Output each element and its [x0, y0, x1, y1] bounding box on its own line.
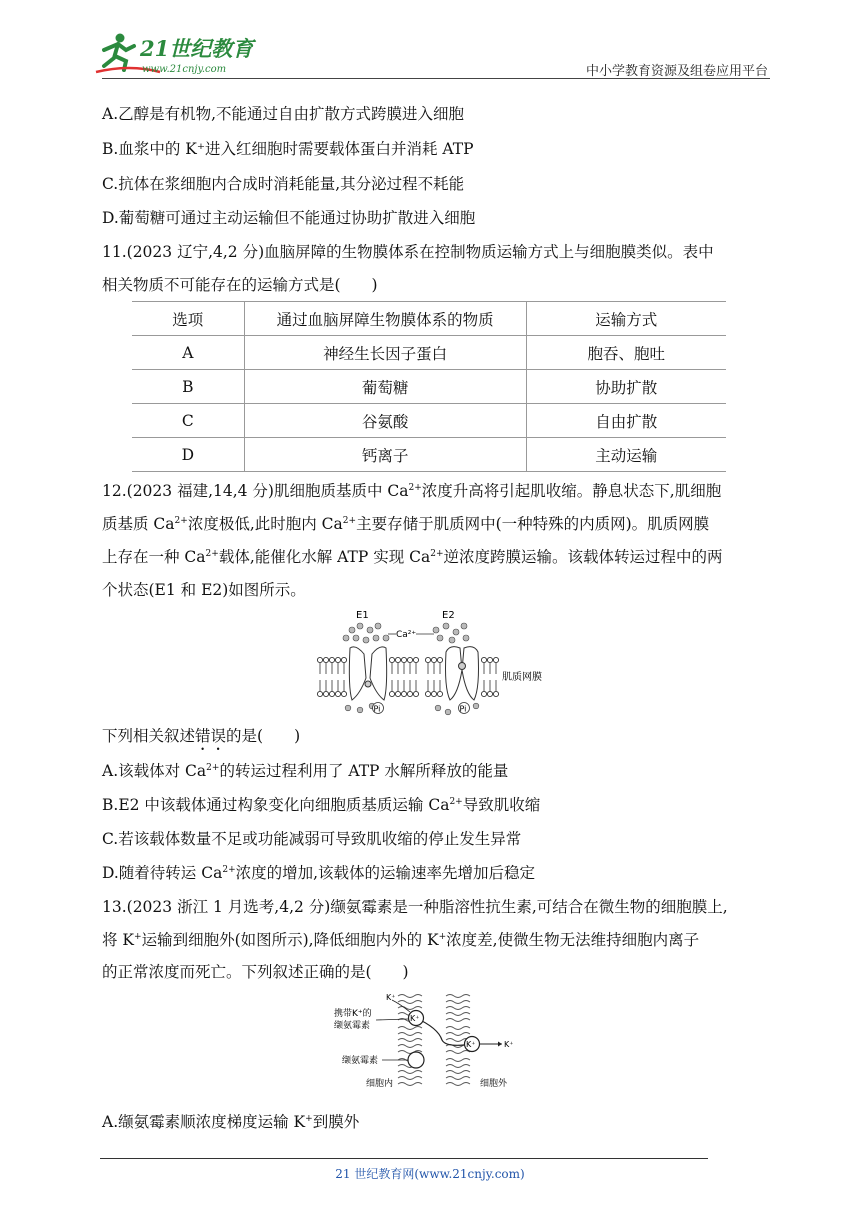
page-header: [90, 28, 770, 82]
q12-option-a: [102, 761, 508, 781]
label-pi: Pi: [373, 704, 381, 714]
label-valinomycin: 缬氨霉素: [342, 1056, 379, 1066]
text-segment: 将 K: [102, 931, 135, 949]
table-header: 通过血脑屏障生物膜体系的物质: [244, 302, 526, 336]
label-carry-line2: 缬氨霉素: [334, 1021, 371, 1031]
q12-stem-line1: [102, 481, 721, 501]
text-segment: B.E2 中该载体通过构象变化向细胞质基质运输 Ca: [102, 796, 450, 814]
label-e1: E1: [356, 610, 369, 621]
label-carry-line1: 携带K⁺的: [334, 1009, 372, 1019]
q12-option-d: [102, 863, 535, 883]
q13-stem-line1: 13.(2023 浙江 1 月选考,4,2 分)缬氨霉素是一种脂溶性抗生素,可结合在微生物的细胞膜上,: [102, 898, 728, 916]
q10-option-a: A.乙醇是有机物,不能通过自由扩散方式跨膜进入细胞: [102, 105, 465, 123]
superscript: 2+: [174, 516, 188, 526]
table-cell: 协助扩散: [526, 370, 726, 404]
q10-option-c: C.抗体在浆细胞内合成时消耗能量,其分泌过程不耗能: [102, 175, 465, 193]
text-segment: 到膜外: [312, 1113, 360, 1131]
table-cell: A: [132, 336, 244, 370]
footer-divider: [100, 1158, 708, 1159]
label-e2: E2: [442, 610, 455, 621]
text-segment: 逆浓度跨膜运输。该载体转运过程中的两: [443, 548, 723, 566]
q10-option-b: B.血浆中的 K⁺进入红细胞时需要载体蛋白并消耗 ATP: [102, 140, 474, 158]
text-segment: 浓度升高将引起肌收缩。静息状态下,肌细胞: [421, 482, 722, 500]
text-segment: D.随着待转运 Ca: [102, 864, 223, 882]
text-segment: 质基质 Ca: [102, 515, 175, 533]
text-segment: 浓度差,使微生物无法维持细胞内离子: [446, 931, 700, 949]
superscript: 2+: [449, 797, 463, 807]
q12-stem-line4: 个状态(E1 和 E2)如图所示。: [102, 581, 306, 599]
table-row: [132, 370, 726, 404]
label-outside: 细胞外: [480, 1079, 508, 1089]
text-segment: 上存在一种 Ca: [102, 548, 206, 566]
text-segment: 主要存储于肌质网中(一种特殊的内质网)。肌质网膜: [356, 515, 710, 533]
q12-stem-line2: [102, 514, 709, 534]
table-header: 选项: [132, 302, 244, 336]
carrier-e2: [446, 647, 479, 700]
membrane-waves: [398, 995, 470, 1086]
header-divider: [102, 78, 770, 79]
superscript: 2+: [222, 865, 236, 875]
carrier-e1: [349, 647, 386, 700]
q11-stem-line1: 11.(2023 辽宁,4,2 分)血脑屏障的生物膜体系在控制物质运输方式上与细胞膜类似。表中: [102, 243, 714, 261]
label-k-top: K⁺: [386, 993, 396, 1002]
q12-option-b: [102, 795, 540, 815]
emphasis-text: 错误: [195, 727, 227, 745]
superscript: 2+: [206, 763, 220, 773]
table-cell: 钙离子: [244, 438, 526, 472]
table-cell: 主动运输: [526, 438, 726, 472]
q12-stem-line3: [102, 547, 723, 567]
k-circle-label: K⁺: [410, 1014, 420, 1023]
text-segment: A.该载体对 Ca: [102, 762, 207, 780]
label-inside: 细胞内: [366, 1079, 394, 1089]
text-segment: 12.(2023 福建,14,4 分)肌细胞质基质中 Ca: [102, 482, 409, 500]
arrow-head-icon: [498, 1042, 502, 1047]
text-segment: 运输到细胞外(如图所示),降低细胞内外的 K: [141, 931, 439, 949]
text-segment: 下列相关叙述: [102, 727, 196, 745]
logo-main-text: 21世纪教育: [140, 36, 254, 61]
site-logo: [90, 28, 260, 78]
superscript: 2+: [205, 549, 219, 559]
site-description: 中小学教育资源及组卷应用平台: [585, 64, 768, 79]
table-cell: 自由扩散: [526, 404, 726, 438]
text-segment: 载体,能催化水解 ATP 实现 Ca: [218, 548, 431, 566]
table-header-row: [132, 302, 726, 336]
q11-table: [132, 301, 726, 472]
valinomycin-circle: [408, 1052, 424, 1068]
table-cell: D: [132, 438, 244, 472]
superscript: 2+: [430, 549, 444, 559]
text-segment: A.缬氨霉素顺浓度梯度运输 K: [102, 1113, 306, 1131]
text-segment: 的转运过程利用了 ATP 水解所释放的能量: [219, 762, 509, 780]
text-segment: 浓度的增加,该载体的运输速率先增加后稳定: [235, 864, 536, 882]
label-calcium: Ca²⁺: [396, 630, 417, 640]
phosphate-icon: [373, 703, 470, 714]
table-cell: C: [132, 404, 244, 438]
k-circle-label: K⁺: [466, 1040, 476, 1049]
footer-link[interactable]: 21 世纪教育网(www.21cnjy.com): [335, 1167, 525, 1181]
text-segment: 导致肌收缩: [462, 796, 541, 814]
table-cell: 葡萄糖: [244, 370, 526, 404]
q13-stem-line2: [102, 930, 699, 950]
superscript: +: [134, 932, 142, 942]
q10-option-d: D.葡萄糖可通过主动运输但不能通过协助扩散进入细胞: [102, 209, 476, 227]
q12-figure: [312, 608, 548, 716]
text-segment: 浓度极低,此时胞内 Ca: [187, 515, 343, 533]
table-header: 运输方式: [526, 302, 726, 336]
text-segment: 的是( ): [226, 727, 301, 745]
superscript: +: [438, 932, 447, 942]
superscript: +: [305, 1114, 313, 1124]
q12-question: [102, 726, 300, 754]
label-pi: Pi: [459, 704, 467, 714]
label-membrane: 肌质网膜: [502, 672, 542, 683]
table-row: [132, 438, 726, 472]
q13-stem-line3: 的正常浓度而死亡。下列叙述正确的是( ): [102, 963, 409, 981]
table-cell: 胞吞、胞吐: [526, 336, 726, 370]
q11-stem-line2: 相关物质不可能存在的运输方式是( ): [102, 276, 378, 294]
transport-path: [416, 1018, 472, 1045]
table-row: [132, 404, 726, 438]
superscript: 2+: [408, 483, 422, 493]
superscript: 2+: [342, 516, 357, 526]
label-k-out: K⁺: [504, 1040, 514, 1049]
table-cell: 谷氨酸: [244, 404, 526, 438]
table-row: [132, 336, 726, 370]
table-cell: B: [132, 370, 244, 404]
q13-figure: [330, 990, 530, 1094]
q12-option-c: C.若该载体数量不足或功能减弱可导致肌收缩的停止发生异常: [102, 830, 522, 848]
table-cell: 神经生长因子蛋白: [244, 336, 526, 370]
q13-option-a: [102, 1112, 359, 1132]
logo-url-text: www.21cnjy.com: [142, 64, 227, 75]
